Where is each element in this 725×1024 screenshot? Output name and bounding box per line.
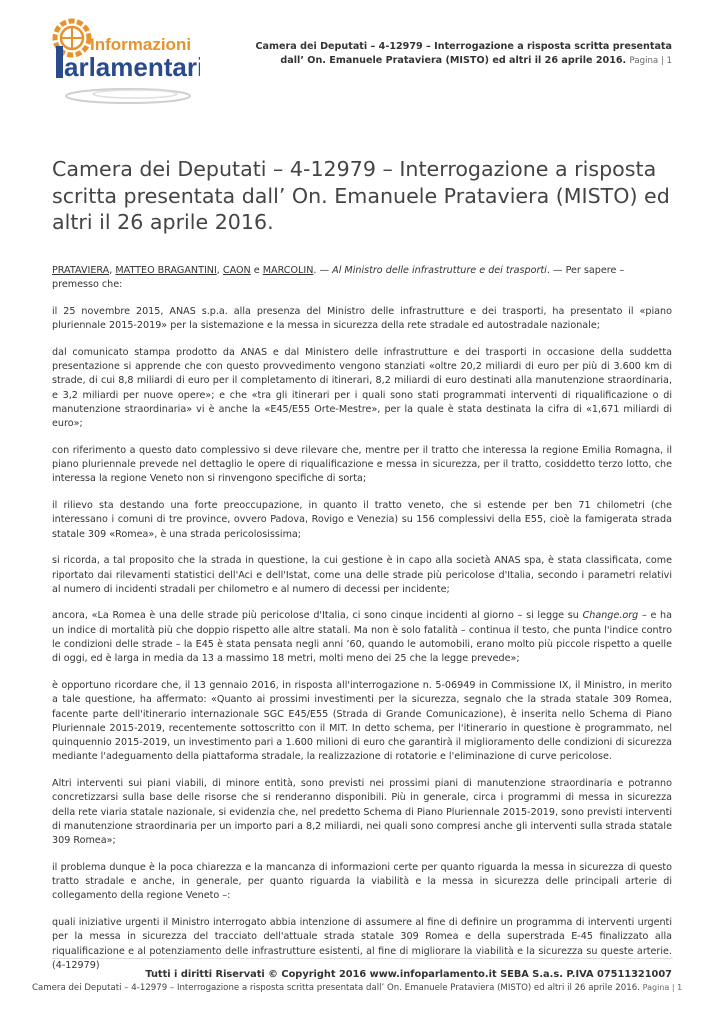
logo-p-stem xyxy=(56,46,63,78)
body-paragraph: con riferimento a questo dato complessivo si deve rilevare che, mentre per il tratto che interessa la regione Emilia Romagna, il piano pluriennale prevede nel dettaglio le opere di riqualificazione e messa in sicurezza, per il tratto, cosiddetto terzo lotto, che interessa la regione Veneto non si rinvengono specifiche di sorta; xyxy=(52,444,672,485)
footer-title-text: Camera dei Deputati – 4-12979 – Interrogazione a risposta scritta presentata dall’ On. Emanuele Prataviera (MISTO) ed altri il 26 aprile 2016. xyxy=(32,983,640,993)
author-link[interactable]: MATTEO BRAGANTINI xyxy=(115,265,217,276)
body-paragraph: il 25 novembre 2015, ANAS s.p.a. alla presenza del Ministro delle infrastrutture e dei trasporti, ha presentato il «piano pluriennale 2015-2019» per la sistemazione e la messa in sicurezza della rete stradale ed autostradale nazionale; xyxy=(52,305,672,332)
footer-copyright: Tutti i diritti Riservati © Copyright 2016 www.infoparlamento.it SEBA S.a.s. P.IVA 07511321007 xyxy=(145,969,672,980)
premise-intro: Per sapere – premesso che: xyxy=(52,265,625,291)
logo-brand-top: Informazioni xyxy=(90,35,192,54)
author-link[interactable]: PRATAVIERA xyxy=(52,265,110,276)
author-separator: , xyxy=(109,265,116,276)
body-paragraph: si ricorda, a tal proposito che la strada in questione, la cui gestione è in capo alla società ANAS spa, è stata classificata, come riportato dai rilevamenti statistici dell'Aci e dell'Istat, come una delle strade più pericolose d'Italia, secondo i parametri relativi al numero di incidenti stradali per chilometro e al numero di decessi per incidente; xyxy=(52,555,672,595)
body-paragraph xyxy=(52,609,672,666)
footer-divider xyxy=(52,958,673,959)
logo-swoosh xyxy=(66,89,190,103)
body-paragraph: il rilievo sta destando una forte preoccupazione, in quanto il tratto veneto, che si estende per ben 71 chilometri (che interessano i comuni di tre province, ovvero Padova, Rovigo e Venezia) su 156 complessivi della E55, cioè la famigerata strada statale 309 «Romea», è una strada pericolosissima; xyxy=(52,500,672,540)
author-separator: , xyxy=(216,265,223,276)
footer-page-number: Pagina | 1 xyxy=(642,983,683,992)
body-paragraph: quali iniziative urgenti il Ministro interrogato abbia intenzione di assumere al fine di definire un programma di interventi urgenti per la messa in sicurezza del tracciato dell'attuale strada statale 309 Romea e della superstrada E-45 finalizzato alla riqualificazione e al potenziamento delle infrastrutture esistenti, al fine di migliorare la viabilità e la sicurezza su queste arterie. (4-12979) xyxy=(52,916,672,971)
header-running-title: Camera dei Deputati – 4-12979 – Interrogazione a risposta scritta presentata dall’ On. Emanuele Prataviera (MISTO) ed altri il 26 aprile 2016. xyxy=(255,41,672,66)
dash: . — xyxy=(313,265,333,276)
paragraph-text: ancora, «La Romea è una delle strade più pericolose d'Italia, ci sono cinque incidenti al giorno – si legge su xyxy=(52,610,583,622)
body-paragraph: dal comunicato stampa prodotto da ANAS e dal Ministero delle infrastrutture e dei trasporti in occasione della suddetta presentazione si apprende che con questo provvedimento vengono stanziati «oltre 20,2 miliardi di euro per più di 3.600 km di strade, di cui 8,8 miliardi di euro per il completamento di itinerari, 8,2 miliardi di euro destinati alla manutenzione straordinaria, e 3,2 miliardi per nuove opere»; e che «tra gli itinerari per i quali sono stati programmati interventi di riqualificazione o di manutenzione straordinaria» vi è anche la «E45/E55 Orte-Mestre», per la quale è stata destinata la cifra di «1,671 miliardi di euro»; xyxy=(52,346,672,430)
author-link[interactable]: MARCOLIN xyxy=(262,265,314,276)
informazioni-parlamentari-logo xyxy=(50,16,200,108)
body-paragraph: è opportuno ricordare che, il 13 gennaio 2016, in risposta all'interrogazione n. 5-06949 in Commissione IX, il Ministro, in merito a tale questione, ha affermato: «Quanto ai prossimi investimenti per la sicurezza, segnalo che la strada statale 309 Romea, facente parte dell'itinerario internazionale SGC E45/E55 (Strada di Grande Comunicazione), è inserita nello Schema di Piano Pluriennale 2015-2019, recentemente sottoscritto con il MIT. In detto schema, per l'itinerario in questione è programmato, nel quinquennio 2015-2019, un investimento pari a 1.600 milioni di euro che garantirà il miglioramento delle condizioni di sicurezza mediante l'adeguamento della piattaforma stradale, la realizzazione di rotatorie e l'eliminazione di curve pericolose. xyxy=(52,679,672,763)
paragraph-text: – e ha un indice di mortalità più che doppio rispetto alle altre statali. Ma non è solo fatalità – continua il testo, che punta l'indice contro le condizioni delle strade – la E45 è stata pensata negli anni ’60, quando le automobili, erano molto più piccole rispetto a quelle di oggi, ed è larga in media da 13 a massimo 18 metri, molti meno dei 25 che la legge prevede»; xyxy=(52,610,672,665)
logo-brand-bottom: arlamentari xyxy=(64,52,200,82)
recipient: Al Ministro delle infrastrutture e dei trasporti xyxy=(332,265,547,276)
authors-paragraph xyxy=(52,264,672,293)
author-separator: e xyxy=(250,265,263,276)
author-link[interactable]: CAON xyxy=(222,265,251,276)
page-header xyxy=(252,40,672,68)
document-title: Camera dei Deputati – 4-12979 – Interrogazione a risposta scritta presentata dall’ On. Emanuele Prataviera (MISTO) ed altri il 26 aprile 2016. xyxy=(52,157,670,234)
document-body xyxy=(52,264,672,985)
source-name: Change.org xyxy=(582,610,639,622)
body-paragraph: Altri interventi sui piani viabili, di minore entità, sono previsti nei prossimi piani di manutenzione straordinaria e potranno concretizzarsi sulla base delle risorse che si renderanno disponibili. Più in generale, circa i programmi di messa in sicurezza della rete viaria statale nazionale, si evidenzia che, nel predetto Schema di Piano Pluriennale 2015-2019, sono previsti interventi di manutenzione straordinaria per un importo pari a 8,2 miliardi, nei quali sono compresi anche gli interventi sulla strada statale 309 Romea»; xyxy=(52,777,672,847)
footer-running-title xyxy=(32,982,683,994)
logo-graphic xyxy=(50,16,200,108)
header-page-number: Pagina | 1 xyxy=(629,56,672,66)
body-paragraph: il problema dunque è la poca chiarezza e la mancanza di informazioni certe per quanto riguarda la messa in sicurezza di questo tratto stradale e anche, in generale, per quanto riguarda la viabilità e la messa in sicurezza delle principali arterie di collegamento della regione Veneto –: xyxy=(52,861,672,902)
dash: . — xyxy=(546,265,566,276)
